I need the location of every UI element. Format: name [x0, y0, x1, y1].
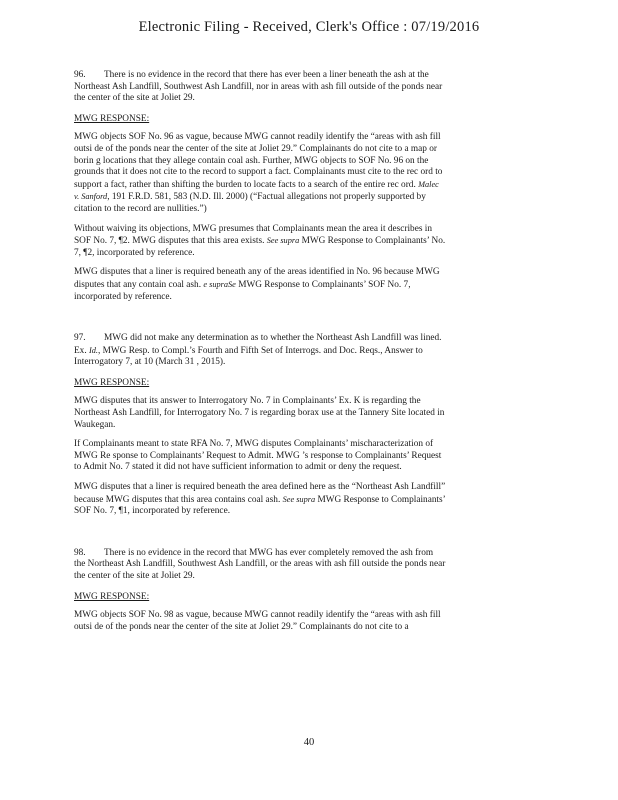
response-paragraph: [74, 224, 446, 260]
response-text: , 191 F.R.D. 581, 583 (N.D. Ill. 2000) (“Factual allegations not properly supported by citation to the record are nullities.”): [74, 192, 426, 214]
response-paragraph: [74, 482, 446, 518]
filing-header: Electronic Filing - Received, Clerk's Office : 07/19/2016: [138, 19, 480, 35]
page-number: 40: [303, 737, 315, 748]
fact-text: There is no evidence in the record that MWG has ever completely removed the ash from the Northeast Ash Landfill, Southwest Ash Landfill, or the areas with ash fill outside the ponds near the center of the site at Joliet 29.: [74, 547, 446, 581]
case-citation: Malec v. Sanford: [74, 179, 439, 202]
fact-text: MWG did not make any determination as to whether the Northeast Ash Landfill was lined. Ex.: [74, 333, 442, 356]
response-paragraph: If Complainants meant to state RFA No. 7, MWG disputes Complainants’ mischaracterization of MWG Re sponse to Complainants’ Request to Admit. MWG ’s response to Complainants’ Request to Admit No. 7 stated it did not have sufficient information to admit or deny the request.: [74, 439, 442, 473]
response-text: MWG disputes that a liner is required beneath the area defined here as the “Northeast Ash Landfill” because MWG disputes that this area contains coal ash.: [74, 482, 446, 505]
response-paragraph: MWG disputes that its answer to Interrogatory No. 7 in Complainants’ Ex. K is regarding the Northeast Ash Landfill, for Interrogatory No. 7 is regarding borax use at the Tannery Site located in Waukegan.: [74, 396, 445, 430]
see-supra-signal: e supraSe: [203, 279, 236, 289]
response-paragraph: [74, 267, 446, 303]
see-supra-signal: See supra: [282, 494, 316, 504]
response-text: MWG Response to Complainants’ No. 7, ¶2, incorporated by reference.: [74, 236, 446, 258]
response-paragraph: MWG objects SOF No. 98 as vague, because MWG cannot readily identify the “areas with ash fill outsi de of the ponds near the center of the site at Joliet 29.” Complainants do not cite to a: [74, 610, 441, 632]
fact-number: 98.: [74, 547, 86, 558]
fact-number: 96.: [74, 70, 86, 80]
response-heading: MWG RESPONSE:: [74, 377, 150, 388]
response-heading: MWG RESPONSE:: [74, 113, 150, 124]
document-body: [74, 70, 446, 641]
fact-text: , MWG Resp. to Compl.’s Fourth and Fifth Set of Interrogs. and Doc. Reqs., Answer to Interrogatory 7, at 10 (March 31 , 2015).: [74, 345, 423, 368]
response-text: MWG disputes that a liner is required beneath any of the areas identified in No. 96 because MWG disputes that any contain coal ash.: [74, 267, 440, 290]
fact-98: [74, 548, 446, 583]
fact-text: There is no evidence in the record that there has ever been a liner beneath the ash at the Northeast Ash Landfill, Southwest Ash Landfill, nor in areas with ash fill outside of the ponds near the center of the site at Joliet 29.: [74, 70, 443, 104]
response-text: MWG Response to Complainants’ SOF No. 7, ¶1, incorporated by reference.: [74, 494, 446, 517]
response-text: MWG objects SOF No. 96 as vague, because MWG cannot readily identify the “areas with ash fill outsi de of the ponds near the center of the site at Joliet 29.” Complainants do not cite to a map or borin g locations that they allege contain coal ash. Further, MWG objects to SOF No. 96 on the grounds that it does not cite to the record to support a fact. Complainants must cite to the rec ord to support a fact, rather than shifting the burden to locate facts to a search of the entire rec ord.: [74, 132, 443, 190]
fact-97: [74, 333, 446, 369]
response-text: MWG Response to Complainants’ SOF No. 7, incorporated by reference.: [74, 279, 411, 302]
response-heading: MWG RESPONSE:: [74, 591, 150, 602]
id-citation: Id.: [88, 345, 98, 355]
fact-number: 97.: [74, 333, 86, 344]
fact-96: [74, 70, 446, 105]
response-paragraph: [74, 132, 446, 215]
response-text: Without waiving its objections, MWG presumes that Complainants mean the area it describes in SOF No. 7, ¶2. MWG disputes that this area exists.: [74, 223, 432, 247]
see-supra-signal: See supra: [266, 236, 300, 246]
